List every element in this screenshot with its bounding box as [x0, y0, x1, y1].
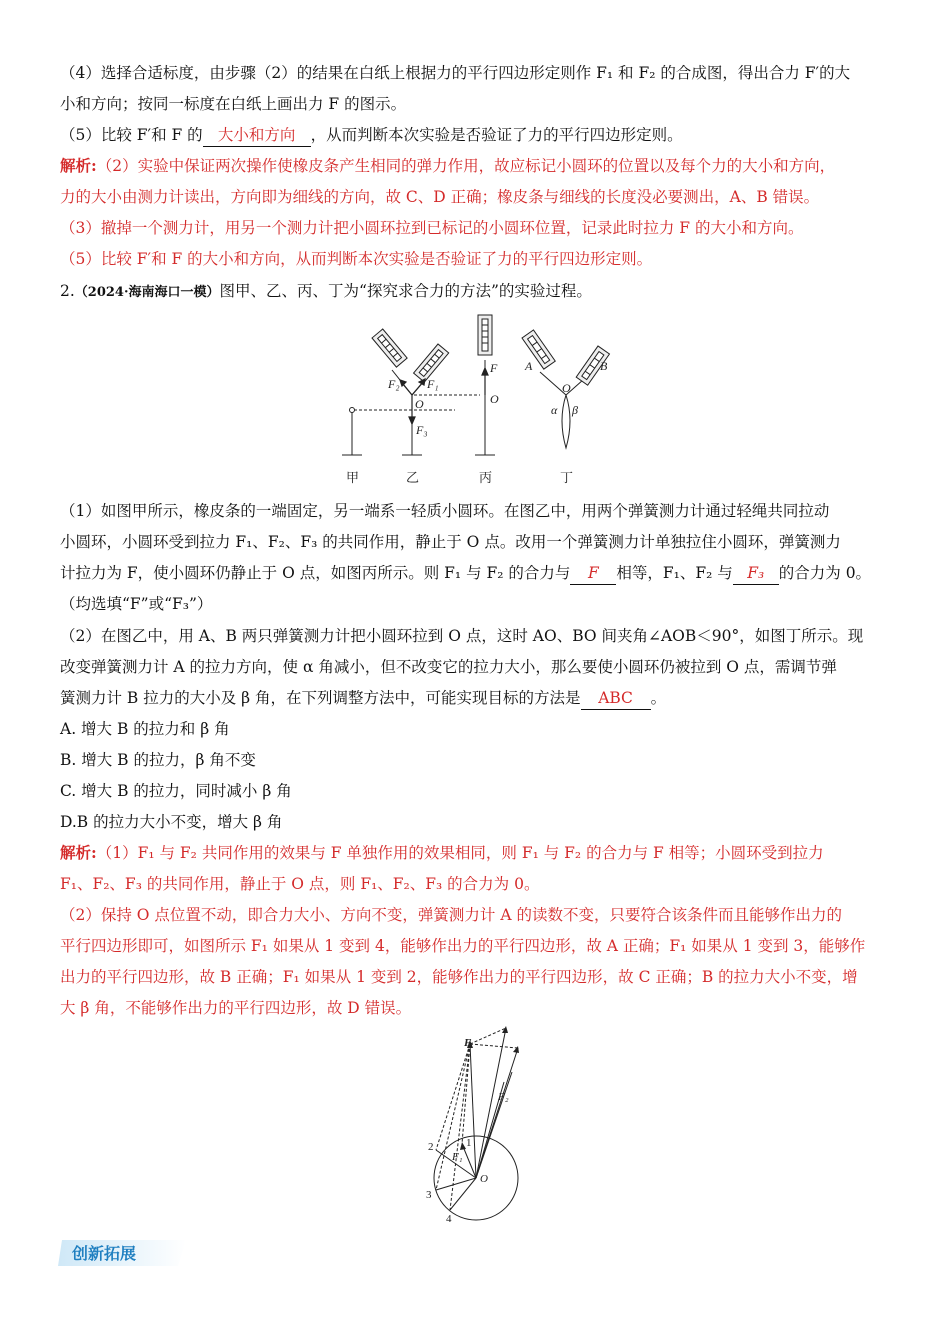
ding-a-label: A — [525, 359, 533, 373]
label-bing: 丙 — [479, 471, 493, 486]
q2-option-d: D.B 的拉力大小不变，增大 β 角 — [60, 813, 283, 831]
q2-analysis-line6: 大 β 角，不能够作出力的平行四边形，故 D 错误。 — [60, 999, 412, 1017]
q2-p1-line1: （1）如图甲所示，橡皮条的一端固定，另一端系一轻质小圆环。在图乙中，用两个弹簧测力计通过轻绳共同拉动 — [60, 502, 830, 520]
parallelogram-figure — [418, 1020, 536, 1228]
innovation-banner — [58, 1238, 186, 1268]
ding-beta-label: β — [572, 403, 578, 417]
bing-scale — [478, 315, 492, 355]
f1-pos3 — [436, 1178, 476, 1190]
q2-p1-answer2: F₃ — [733, 562, 779, 585]
q1-analysis-line2: 力的大小由测力计读出，方向即为细线的方向，故 C、D 正确；橡皮条与细线的长度没必要测出，A、B 错误。 — [60, 188, 820, 206]
dash-3 — [436, 1044, 470, 1190]
bing-f-label: F — [490, 361, 498, 375]
q2-p1-answer1: F — [570, 562, 616, 585]
ding-b-label: B — [600, 359, 608, 373]
bing-o-label: O — [490, 392, 499, 406]
fig2-n2: 2 — [428, 1141, 434, 1153]
q2-p2-line3 — [60, 687, 890, 710]
q2-number: 2. — [60, 282, 75, 300]
q2-analysis-label: 解析: — [60, 843, 97, 862]
yi-o-label: O — [415, 397, 424, 411]
q1-analysis-line1 — [60, 155, 890, 177]
q1-analysis-label: 解析: — [60, 156, 97, 175]
q2-option-a: A. 增大 B 的拉力和 β 角 — [60, 720, 230, 738]
q2-option-b: B. 增大 B 的拉力，β 角不变 — [60, 751, 256, 769]
q1-step4-line2: 小和方向；按同一标度在白纸上画出力 F 的图示。 — [60, 95, 407, 113]
q2-p1-line4: （均选填“F”或“F₃”） — [60, 595, 213, 613]
q2-p1-line3-post: 的合力为 0。 — [778, 564, 872, 582]
f2-arrowhead-2 — [513, 1046, 519, 1053]
fig2-f2-label: F₂ — [498, 1091, 509, 1103]
q2-p1-line3 — [60, 562, 890, 585]
label-ding: 丁 — [560, 471, 574, 486]
q2-analysis-line3: （2）保持 O 点位置不动，即合力大小、方向不变，弹簧测力计 A 的读数不变，只要符合该条件而且能够作出力的 — [60, 906, 842, 924]
q1-step5-pre: （5）比较 F′和 F 的 — [60, 126, 203, 144]
fig2-n1: 1 — [466, 1137, 472, 1149]
q1-step5-post: ，从而判断本次实验是否验证了力的平行四边形定则。 — [310, 126, 683, 144]
label-yi: 乙 — [406, 471, 420, 486]
ding-alpha-label: α — [551, 403, 558, 417]
q2-analysis-line5: 出力的平行四边形，故 B 正确；F₁ 如果从 1 变到 2，能够作出力的平行四边形，故 C 正确；B 的拉力大小不变，增 — [60, 968, 858, 986]
q1-analysis-text1: （2）实验中保证两次操作使橡皮条产生相同的弹力作用，故应标记小圆环的位置以及每个力的大小和方向， — [96, 157, 836, 175]
q2-source: （2024·海南海口一模） — [74, 285, 220, 300]
dash-2 — [436, 1044, 470, 1150]
banner-text: 创新拓展 — [72, 1244, 137, 1263]
q2-title-text: 图甲、乙、丙、丁为“探究求合力的方法”的实验过程。 — [219, 282, 592, 300]
q2-analysis-line2: F₁、F₂、F₃ 的共同作用，静止于 O 点，则 F₁、F₂、F₃ 的合力为 0。 — [60, 875, 540, 893]
q1-analysis-line5: （5）比较 F′和 F 的大小和方向，从而判断本次实验是否验证了力的平行四边形定则。 — [60, 250, 653, 268]
yi-f2-arrowhead — [400, 380, 406, 386]
q2-analysis-line1 — [60, 842, 890, 864]
f1-pos4 — [450, 1178, 476, 1210]
fig2-f-label: F — [464, 1037, 472, 1049]
q2-p2-line3-pre: 簧测力计 B 拉力的大小及 β 角，在下列调整方法中，可能实现目标的方法是 — [60, 689, 581, 707]
fig2-n3: 3 — [426, 1189, 432, 1201]
q2-p2-line3-post: 。 — [650, 689, 667, 707]
q2-analysis-text1: （1）F₁ 与 F₂ 共同作用的效果与 F 单独作用的效果相同，则 F₁ 与 F₂ 的合力与 F 相等；小圆环受到拉力 — [96, 844, 824, 862]
q2-option-c: C. 增大 B 的拉力，同时减小 β 角 — [60, 782, 292, 800]
dash-4 — [450, 1044, 470, 1210]
q1-step5-answer: 大小和方向 — [203, 124, 311, 147]
yi-f2-label: F₂ — [388, 377, 400, 391]
q2-p2-answer: ABC — [581, 687, 651, 710]
yi-scale-left — [372, 329, 407, 367]
dash-6 — [470, 1028, 506, 1044]
resultant-f — [470, 1044, 476, 1178]
yi-f1-arrowhead — [419, 379, 425, 385]
dash-5 — [470, 1044, 518, 1048]
label-jia: 甲 — [346, 471, 360, 486]
ding-rubber — [562, 395, 570, 448]
q2-p1-line3-mid: 相等，F₁、F₂ 与 — [616, 564, 733, 582]
q2-title — [60, 280, 890, 304]
q2-p2-line1: （2）在图乙中，用 A、B 两只弹簧测力计把小圆环拉到 O 点，这时 AO、BO 间夹角∠AOB＜90°，如图丁所示。现 — [60, 627, 864, 645]
bing-f-arrowhead — [482, 368, 488, 375]
fig2-o-label: O — [480, 1173, 488, 1185]
q2-p2-line2: 改变弹簧测力计 A 的拉力方向，使 α 角减小，但不改变它的拉力大小，那么要使小圆环仍被拉到 O 点，需调节弹 — [60, 658, 837, 676]
jia-ring — [350, 408, 355, 413]
yi-f3-label: F₃ — [416, 423, 428, 437]
fig2-n4: 4 — [446, 1213, 452, 1225]
q2-analysis-line4: 平行四边形即可，如图所示 F₁ 如果从 1 变到 4，能够作出力的平行四边形，故 A 正确；F₁ 如果从 1 变到 3，能够作 — [60, 937, 866, 955]
q1-analysis-line3: （3）撤掉一个测力计，用另一个测力计把小圆环拉到已标记的小圆环位置，记录此时拉力 F 的大小和方向。 — [60, 219, 804, 237]
ding-o-label: O — [562, 381, 571, 395]
yi-f3-arrowhead — [409, 417, 415, 424]
q2-p1-line2: 小圆环，小圆环受到拉力 F₁、F₂、F₃ 的共同作用，静止于 O 点。改用一个弹簧测力计单独拉住小圆环，弹簧测力 — [60, 533, 841, 551]
q2-p1-line3-pre: 计拉力为 F，使小圆环仍静止于 O 点，如图丙所示。则 F₁ 与 F₂ 的合力与 — [60, 564, 571, 582]
fig2-f1-label: F₁ — [452, 1151, 463, 1163]
q1-step5 — [60, 124, 890, 147]
yi-f1-label: F₁ — [427, 377, 439, 391]
experiment-figure — [330, 310, 630, 488]
q1-step4-line1: （4）选择合适标度，由步骤（2）的结果在白纸上根据力的平行四边形定则作 F₁ 和 F₂ 的合成图，得出合力 F′的大 — [60, 64, 851, 82]
